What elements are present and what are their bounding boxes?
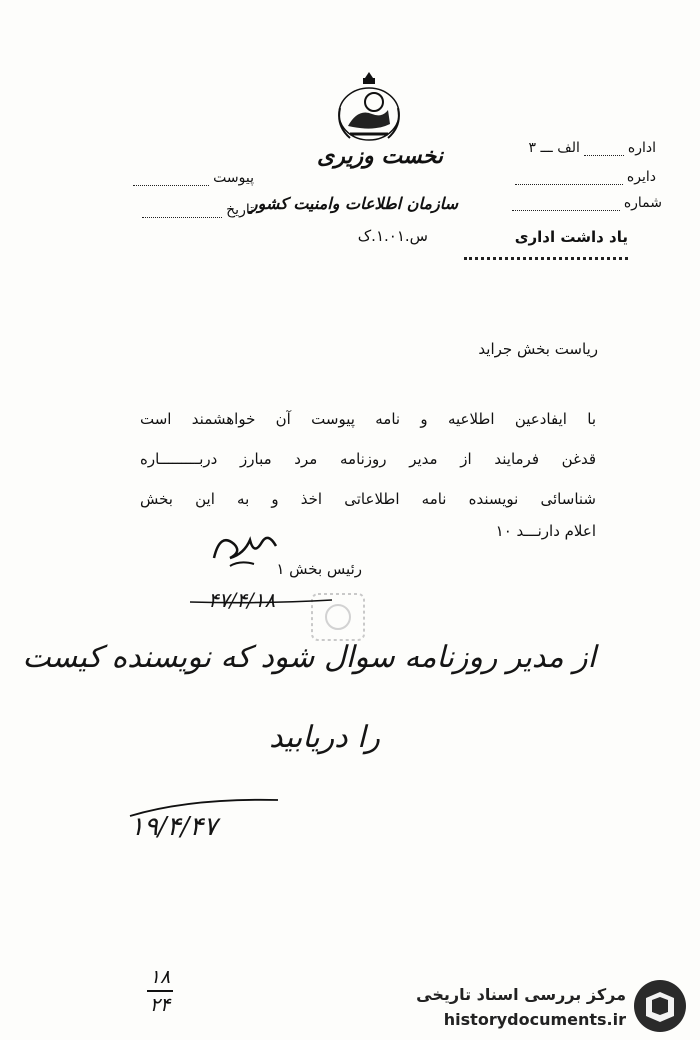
org-subtitle: سازمان اطلاعات وامنیت کشور (249, 194, 458, 213)
page-number (140, 966, 180, 1016)
recipient-line: ریاست بخش جراید (478, 340, 598, 358)
org-title: نخست وزیری (317, 143, 443, 169)
handwritten-date-1: ۴۷/۴/۱۸ (208, 588, 276, 612)
watermark-url: historydocuments.ir (443, 1010, 626, 1029)
peyvast-dots (133, 172, 209, 186)
shomare-dots (512, 197, 620, 211)
idare-label: اداره (627, 140, 656, 156)
memo-title-underline (464, 254, 628, 260)
idare-value: الف ـــ ۳ (528, 140, 580, 156)
date1-strike-line (186, 594, 336, 614)
dayere-label: دایره (626, 169, 656, 185)
handwritten-note-line-1: از مدیر روزنامه سوال شود که نویسنده کیست (22, 640, 596, 675)
lion-and-sun-emblem (330, 68, 408, 146)
body-line-3: شناسائی نویسنده نامه اطلاعاتی اخذ و به این بخش (140, 490, 596, 508)
handwritten-note-line-2: را دریابید (269, 720, 380, 755)
body-line-1: با ایفادعین اطلاعیه و نامه پیوست آن خواهشمند است (140, 410, 596, 428)
shomare-label: شماره (623, 195, 662, 211)
tarikh-label: تاریخ (226, 202, 254, 218)
page-number-bar (147, 990, 173, 992)
field-dayere (506, 169, 656, 185)
tarikh-dots (142, 204, 222, 218)
watermark-name: مرکز بررسی اسناد تاریخی (416, 985, 626, 1004)
date2-swoosh (124, 796, 284, 820)
page-number-top: ۱۸ (149, 966, 171, 988)
handwritten-date-2: ۱۹/۴/۴۷ (130, 812, 218, 842)
idare-dots (584, 142, 624, 156)
field-shomare (506, 195, 662, 211)
field-peyvast (124, 170, 254, 186)
peyvast-label: پیوست (213, 170, 254, 186)
dayere-dots (515, 171, 623, 185)
body-line-2: قدغن فرمایند از مدیر روزنامه مرد مبارز دربـــــــــاره (140, 450, 596, 468)
field-tarikh (124, 202, 254, 218)
archive-logo-icon (632, 978, 688, 1034)
reference-code: س.۱.۰۱.ک (357, 227, 428, 245)
page-number-bottom: ۲۴ (149, 994, 171, 1016)
memo-title: یاد داشت اداری (514, 228, 628, 246)
field-idare (506, 140, 656, 156)
signature-title: رئیس بخش ۱ (276, 560, 362, 578)
body-line-4: اعلام دارنـــد ۱۰ (495, 522, 596, 540)
